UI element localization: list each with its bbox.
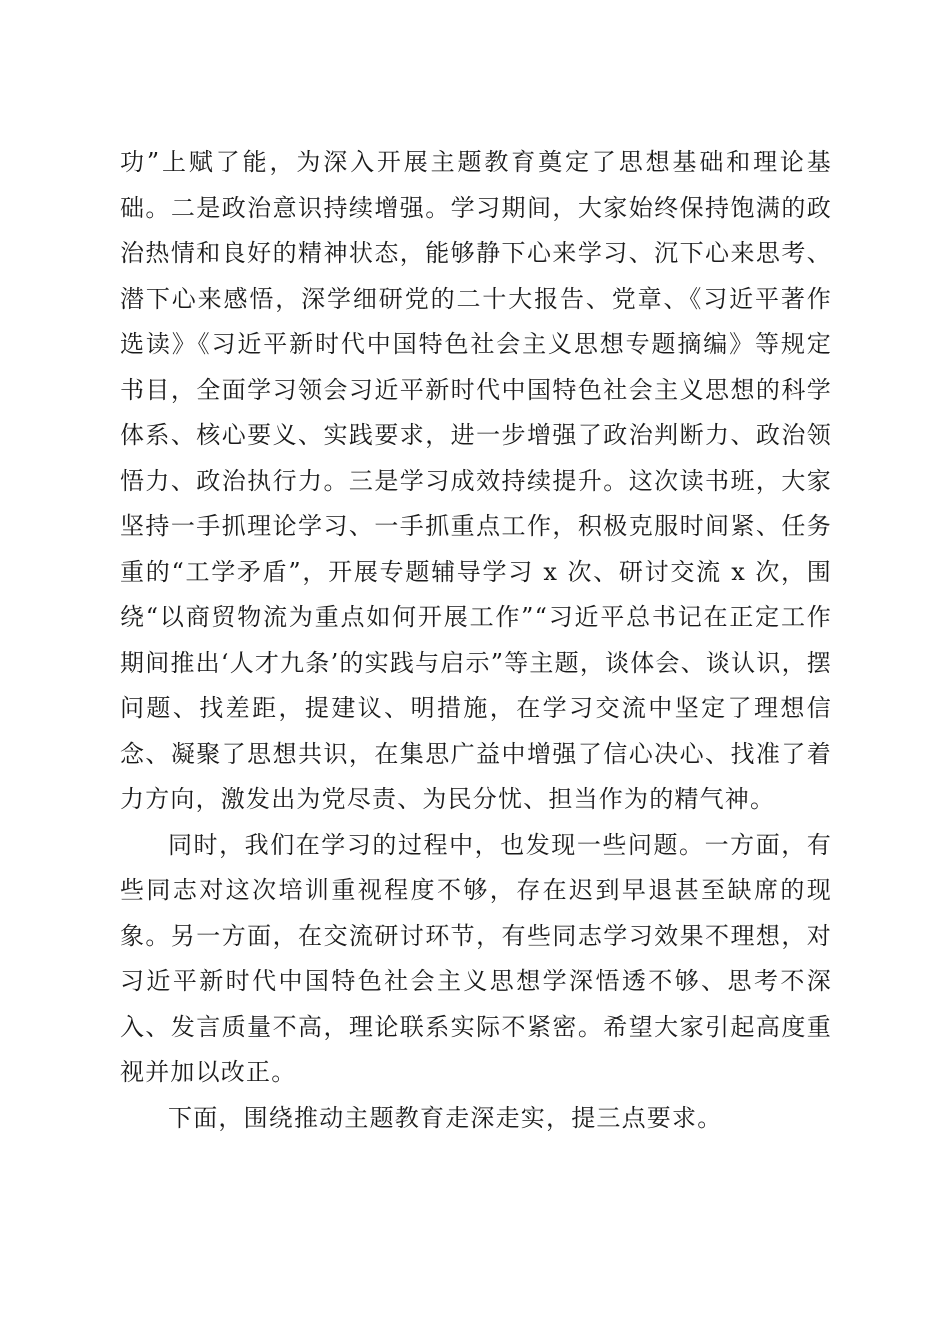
document-body [120,140,832,1141]
paragraph-requirements-intro: 下面，围绕推动主题教育走深走实，提三点要求。 [168,1103,723,1132]
paragraph-continuation: 功”上赋了能，为深入开展主题教育奠定了思想基础和理论基础。二是政治意识持续增强。学习期间，大家始终保持饱满的政治热情和良好的精神状态，能够静下心来学习、沉下心来思考、潜下心来感悟，深学细研党的二十大报告、党章、《习近平著作选读》《习近平新时代中国特色社会主义思想专题摘编》等规定书目，全面学习领会习近平新时代中国特色社会主义思想的科学体系、核心要义、实践要求，进一步增强了政治判断力、政治领悟力、政治执行力。三是学习成效持续提升。这次读书班，大家坚持一手抓理论学习、一手抓重点工作，积极克服时间紧、任务重的“工学矛盾”，开展专题辅导学习 x 次、研讨交流 x 次，围绕“以商贸物流为重点如何开展工作”“习近平总书记在正定工作期间推出‘人才九条’的实践与启示”等主题，谈体会、谈认识，摆问题、找差距，提建议、明措施，在学习交流中坚定了理想信念、凝聚了思想共识，在集思广益中增强了信心决心、找准了着力方向，激发出为党尽责、为民分忧、担当作为的精气神。 [120,148,832,813]
paragraph-problems: 同时，我们在学习的过程中，也发现一些问题。一方面，有些同志对这次培训重视程度不够，存在迟到早退甚至缺席的现象。另一方面，在交流研讨环节，有些同志学习效果不理想，对习近平新时代中国特色社会主义思想学深悟透不够、思考不深入、发言质量不高，理论联系实际不紧密。希望大家引起高度重视并加以改正。 [120,830,832,1086]
